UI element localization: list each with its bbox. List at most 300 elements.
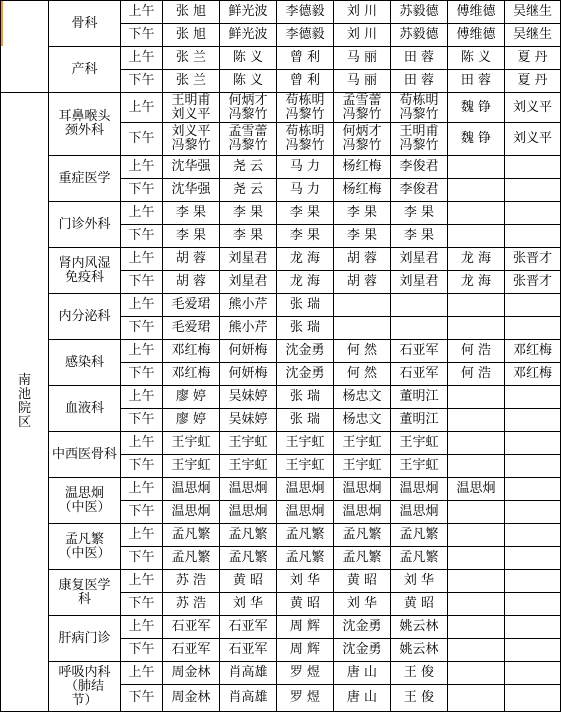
doctor-cell	[391, 639, 448, 662]
department-name-line: 中西医骨科	[51, 446, 117, 462]
doctor-cell	[334, 501, 391, 524]
doctor-cell	[505, 662, 561, 685]
table-row	[1, 478, 561, 501]
doctor-name: 王宇虹	[285, 435, 325, 450]
doctor-name: 魏 铮	[460, 131, 492, 146]
doctor-cell	[163, 685, 220, 712]
doctor-name: 杨忠文	[342, 412, 382, 427]
doctor-cell	[163, 455, 220, 478]
doctor-cell	[163, 179, 220, 202]
department-name	[49, 156, 121, 202]
doctor-name: 何 然	[346, 366, 378, 381]
half-day-label: 上午	[121, 93, 163, 123]
doctor-cell	[448, 294, 505, 317]
doctor-cell	[334, 409, 391, 432]
doctor-cell	[277, 570, 334, 593]
doctor-cell	[448, 409, 505, 432]
doctor-cell	[448, 386, 505, 409]
doctor-cell	[448, 225, 505, 248]
doctor-name: 孟雪蕾	[342, 92, 382, 108]
doctor-name: 周 辉	[289, 642, 321, 657]
doctor-cell	[448, 685, 505, 712]
doctor-name: 苏 浩	[175, 596, 207, 611]
doctor-cell	[448, 248, 505, 271]
doctor-cell	[220, 317, 277, 340]
doctor-name: 冯黎竹	[285, 106, 325, 122]
doctor-name: 张 瑞	[289, 389, 321, 404]
doctor-cell	[334, 24, 391, 47]
doctor-cell	[277, 432, 334, 455]
half-day-label: 上午	[121, 294, 163, 317]
doctor-cell	[220, 478, 277, 501]
doctor-name: 王宇虹	[171, 435, 211, 450]
doctor-name: 张 旭	[175, 4, 207, 19]
doctor-name: 尧 云	[232, 159, 264, 174]
doctor-name: 邓红梅	[512, 343, 552, 358]
doctor-cell	[220, 409, 277, 432]
doctor-cell	[505, 70, 561, 93]
doctor-cell	[163, 24, 220, 47]
doctor-name: 孟雪蕾	[228, 124, 268, 139]
doctor-name: 刘 华	[289, 573, 321, 588]
doctor-cell	[163, 386, 220, 409]
doctor-name: 张 瑞	[289, 297, 321, 312]
doctor-cell	[277, 662, 334, 685]
doctor-name: 鲜光波	[228, 4, 268, 19]
doctor-name: 沈金勇	[285, 343, 325, 358]
table-row	[1, 248, 561, 271]
half-day-label: 下午	[121, 317, 163, 340]
doctor-cell	[391, 93, 448, 123]
doctor-cell	[220, 455, 277, 478]
doctor-cell	[220, 123, 277, 156]
doctor-cell	[277, 202, 334, 225]
doctor-cell	[334, 248, 391, 271]
doctor-name: 温思炯	[342, 481, 382, 496]
doctor-name: 刘 华	[403, 573, 435, 588]
doctor-cell	[448, 1, 505, 24]
doctor-name: 邓红梅	[171, 366, 211, 381]
doctor-cell	[334, 685, 391, 712]
table-row	[1, 47, 561, 70]
half-day-label: 上午	[121, 662, 163, 685]
doctor-cell	[448, 616, 505, 639]
doctor-cell	[334, 524, 391, 547]
doctor-cell	[277, 639, 334, 662]
doctor-cell	[163, 616, 220, 639]
doctor-cell	[391, 662, 448, 685]
doctor-name: 李 果	[403, 205, 435, 220]
doctor-cell	[277, 271, 334, 294]
doctor-cell	[334, 478, 391, 501]
table-row	[1, 386, 561, 409]
doctor-cell	[163, 248, 220, 271]
half-day-label: 下午	[121, 24, 163, 47]
department-name-line: 颈外科	[64, 123, 104, 138]
doctor-name: 何妍梅	[228, 366, 268, 381]
doctor-cell	[220, 1, 277, 24]
department-name-line: （中医）	[58, 499, 111, 515]
doctor-cell	[163, 662, 220, 685]
doctor-name: 温思炯	[456, 481, 496, 496]
doctor-name: 魏 铮	[460, 99, 492, 115]
doctor-cell	[277, 386, 334, 409]
doctor-name: 张 兰	[175, 73, 207, 88]
doctor-cell	[505, 156, 561, 179]
doctor-cell	[505, 432, 561, 455]
doctor-cell	[448, 593, 505, 616]
doctor-name: 王明甫	[171, 92, 211, 108]
doctor-name: 张 瑞	[289, 320, 321, 335]
doctor-cell	[391, 340, 448, 363]
doctor-cell	[277, 47, 334, 70]
doctor-cell	[391, 685, 448, 712]
doctor-cell	[220, 156, 277, 179]
doctor-cell	[220, 524, 277, 547]
doctor-name: 田 蓉	[460, 73, 492, 88]
doctor-name: 胡 蓉	[175, 251, 207, 266]
doctor-cell	[448, 271, 505, 294]
department-name-line: 重症医学	[58, 170, 111, 186]
department-name-line: 血液科	[64, 400, 104, 416]
half-day-label: 下午	[121, 455, 163, 478]
doctor-cell	[277, 93, 334, 123]
doctor-name: 刘义平	[512, 131, 552, 146]
doctor-cell	[505, 123, 561, 156]
doctor-cell	[448, 156, 505, 179]
doctor-name: 龙 海	[289, 274, 321, 289]
doctor-cell	[391, 70, 448, 93]
doctor-cell	[277, 409, 334, 432]
doctor-name: 孟凡繁	[399, 550, 439, 565]
doctor-name: 龙 海	[460, 274, 492, 289]
department-name-line: 感染科	[64, 354, 104, 370]
doctor-cell	[163, 271, 220, 294]
doctor-name: 周金林	[171, 665, 211, 680]
doctor-name: 石亚军	[171, 642, 211, 657]
doctor-name: 刘星君	[399, 251, 439, 266]
doctor-name: 冯黎竹	[399, 106, 439, 122]
doctor-name: 曾 利	[289, 50, 321, 65]
doctor-cell	[277, 547, 334, 570]
doctor-name: 吴继生	[512, 4, 552, 19]
doctor-cell	[163, 524, 220, 547]
doctor-name: 刘 川	[346, 4, 378, 19]
doctor-name: 李 果	[289, 228, 321, 243]
department-name	[49, 616, 121, 662]
doctor-cell	[334, 547, 391, 570]
doctor-name: 肖高雄	[228, 690, 268, 705]
doctor-cell	[334, 363, 391, 386]
doctor-cell	[163, 363, 220, 386]
department-name-line: 肝病门诊	[58, 630, 111, 646]
doctor-name: 田 蓉	[403, 73, 435, 88]
doctor-name: 石亚军	[399, 366, 439, 381]
half-day-label: 上午	[121, 340, 163, 363]
doctor-cell	[391, 156, 448, 179]
doctor-name: 沈金勇	[285, 366, 325, 381]
doctor-name: 刘 川	[346, 27, 378, 42]
doctor-name: 周金林	[171, 690, 211, 705]
doctor-name: 刘义平	[512, 99, 552, 115]
half-day-label: 下午	[121, 501, 163, 524]
doctor-cell	[334, 386, 391, 409]
doctor-cell	[163, 432, 220, 455]
doctor-cell	[505, 685, 561, 712]
doctor-name: 冯黎竹	[342, 138, 382, 153]
doctor-name: 夏 丹	[517, 50, 548, 65]
doctor-cell	[391, 570, 448, 593]
doctor-cell	[220, 271, 277, 294]
doctor-cell	[448, 547, 505, 570]
doctor-cell	[277, 248, 334, 271]
doctor-name: 李 果	[346, 205, 378, 220]
doctor-cell	[505, 179, 561, 202]
doctor-name: 温思炯	[171, 481, 211, 496]
doctor-name: 孟凡繁	[171, 527, 211, 542]
doctor-cell	[448, 179, 505, 202]
doctor-name: 温思炯	[228, 481, 268, 496]
doctor-name: 李 果	[175, 205, 207, 220]
doctor-name: 温思炯	[171, 504, 211, 519]
doctor-name: 唐 山	[346, 690, 378, 705]
doctor-cell	[220, 386, 277, 409]
table-row	[1, 156, 561, 179]
doctor-cell	[163, 317, 220, 340]
doctor-cell	[391, 47, 448, 70]
department-name-line: 门诊外科	[58, 216, 111, 232]
doctor-cell	[448, 202, 505, 225]
department-name-line: 免疫科	[64, 269, 104, 285]
doctor-cell	[391, 248, 448, 271]
doctor-cell	[505, 340, 561, 363]
department-name-line: 骨科	[71, 15, 98, 31]
doctor-cell	[163, 593, 220, 616]
doctor-cell	[505, 593, 561, 616]
doctor-cell	[277, 70, 334, 93]
half-day-label: 下午	[121, 409, 163, 432]
doctor-cell	[448, 47, 505, 70]
doctor-cell	[505, 93, 561, 123]
doctor-name: 尧 云	[232, 182, 264, 197]
half-day-label: 上午	[121, 478, 163, 501]
doctor-name: 姚云林	[399, 642, 439, 657]
half-day-label: 上午	[121, 616, 163, 639]
doctor-cell	[334, 123, 391, 156]
department-name	[49, 478, 121, 524]
half-day-label: 上午	[121, 386, 163, 409]
doctor-name: 何妍梅	[228, 343, 268, 358]
half-day-label: 上午	[121, 156, 163, 179]
doctor-name: 李 果	[403, 228, 435, 243]
doctor-cell	[391, 123, 448, 156]
half-day-label: 下午	[121, 593, 163, 616]
doctor-name: 马 丽	[346, 50, 378, 65]
doctor-name: 邓红梅	[512, 366, 552, 381]
department-name	[49, 386, 121, 432]
doctor-name: 杨红梅	[342, 159, 382, 174]
doctor-name: 王宇虹	[171, 458, 211, 473]
half-day-label: 下午	[121, 179, 163, 202]
doctor-name: 苟栋明	[285, 92, 325, 108]
doctor-cell	[220, 363, 277, 386]
doctor-name: 张 兰	[175, 50, 207, 65]
doctor-name: 王 俊	[403, 665, 435, 680]
doctor-cell	[220, 685, 277, 712]
doctor-cell	[505, 639, 561, 662]
doctor-cell	[220, 93, 277, 123]
department-name	[49, 340, 121, 386]
table-row	[1, 294, 561, 317]
doctor-cell	[391, 225, 448, 248]
department-name-line: 产科	[71, 61, 98, 77]
department-name	[49, 570, 121, 616]
doctor-name: 廖 婷	[175, 412, 207, 427]
doctor-cell	[163, 70, 220, 93]
campus-char: 南	[17, 373, 31, 388]
doctor-cell	[448, 501, 505, 524]
doctor-cell	[220, 70, 277, 93]
doctor-name: 冯黎竹	[285, 138, 325, 153]
doctor-cell	[220, 248, 277, 271]
doctor-cell	[220, 570, 277, 593]
doctor-name: 沈金勇	[342, 619, 382, 634]
doctor-cell	[448, 340, 505, 363]
doctor-cell	[163, 478, 220, 501]
doctor-cell	[391, 432, 448, 455]
doctor-name: 李德毅	[285, 27, 325, 42]
doctor-name: 吴妹婷	[228, 389, 268, 404]
doctor-cell	[505, 271, 561, 294]
doctor-name: 沈金勇	[342, 642, 382, 657]
doctor-name: 刘 华	[232, 596, 264, 611]
doctor-cell	[220, 662, 277, 685]
doctor-name: 黄 昭	[346, 573, 378, 588]
doctor-name: 周 辉	[289, 619, 321, 634]
department-name	[49, 202, 121, 248]
doctor-cell	[448, 93, 505, 123]
department-name-line: （中医）	[58, 545, 111, 561]
table-row	[1, 662, 561, 685]
doctor-name: 李俊君	[399, 159, 439, 174]
half-day-label: 下午	[121, 123, 163, 156]
doctor-cell	[391, 202, 448, 225]
doctor-cell	[448, 432, 505, 455]
doctor-cell	[505, 47, 561, 70]
department-name	[49, 248, 121, 294]
doctor-cell	[220, 593, 277, 616]
half-day-label: 下午	[121, 70, 163, 93]
doctor-cell	[448, 317, 505, 340]
doctor-name: 吴妹婷	[228, 412, 268, 427]
doctor-name: 王宇虹	[228, 435, 268, 450]
doctor-name: 苏 浩	[175, 573, 207, 588]
doctor-name: 何炳才	[228, 92, 268, 108]
doctor-name: 冯黎竹	[399, 138, 439, 153]
doctor-cell	[334, 455, 391, 478]
doctor-name: 龙 海	[289, 251, 321, 266]
doctor-cell	[448, 363, 505, 386]
doctor-name: 温思炯	[399, 504, 439, 519]
doctor-cell	[277, 123, 334, 156]
doctor-name: 王宇虹	[399, 458, 439, 473]
doctor-cell	[505, 409, 561, 432]
department-name-line: 温思炯	[64, 485, 104, 501]
doctor-name: 李 果	[289, 205, 321, 220]
department-name-line: 节）	[71, 692, 98, 708]
doctor-name: 李 果	[175, 228, 207, 243]
doctor-name: 苟栋明	[285, 124, 325, 139]
half-day-label: 下午	[121, 225, 163, 248]
doctor-cell	[334, 432, 391, 455]
doctor-cell	[163, 1, 220, 24]
table-row	[1, 202, 561, 225]
table-row	[1, 524, 561, 547]
doctor-name: 张晋才	[512, 274, 552, 289]
department-name-line: 耳鼻喉头	[58, 109, 111, 124]
doctor-cell	[334, 70, 391, 93]
doctor-name: 王明甫	[399, 124, 439, 139]
doctor-cell	[220, 24, 277, 47]
table-row	[1, 616, 561, 639]
doctor-cell	[448, 478, 505, 501]
doctor-cell	[505, 294, 561, 317]
doctor-cell	[391, 501, 448, 524]
department-name-line: 康复医学	[58, 577, 111, 593]
doctor-cell	[220, 616, 277, 639]
department-name	[49, 1, 121, 47]
doctor-cell	[163, 123, 220, 156]
doctor-cell	[391, 409, 448, 432]
doctor-name: 吴继生	[512, 27, 552, 42]
doctor-name: 杨忠文	[342, 389, 382, 404]
doctor-cell	[334, 662, 391, 685]
doctor-cell	[334, 340, 391, 363]
doctor-cell	[277, 593, 334, 616]
doctor-name: 王 俊	[403, 690, 435, 705]
doctor-cell	[391, 524, 448, 547]
doctor-name: 黄 昭	[403, 596, 435, 611]
campus-blank-cell	[1, 1, 49, 93]
doctor-cell	[391, 478, 448, 501]
doctor-cell	[277, 156, 334, 179]
doctor-cell	[277, 685, 334, 712]
doctor-name: 冯黎竹	[228, 106, 268, 122]
doctor-name: 刘星君	[228, 274, 268, 289]
doctor-cell	[220, 501, 277, 524]
doctor-cell	[277, 455, 334, 478]
doctor-name: 孟凡繁	[171, 550, 211, 565]
doctor-cell	[391, 24, 448, 47]
doctor-cell	[391, 386, 448, 409]
doctor-cell	[505, 570, 561, 593]
doctor-name: 张晋才	[512, 251, 552, 266]
doctor-cell	[220, 225, 277, 248]
doctor-cell	[334, 639, 391, 662]
doctor-cell	[277, 340, 334, 363]
doctor-cell	[391, 1, 448, 24]
doctor-name: 唐 山	[346, 665, 378, 680]
department-name	[49, 432, 121, 478]
doctor-name: 马 丽	[346, 73, 378, 88]
half-day-label: 上午	[121, 570, 163, 593]
doctor-cell	[448, 639, 505, 662]
doctor-cell	[163, 294, 220, 317]
doctor-name: 李 果	[232, 205, 264, 220]
doctor-name: 沈华强	[171, 159, 211, 174]
campus-label	[1, 93, 49, 712]
doctor-cell	[505, 202, 561, 225]
